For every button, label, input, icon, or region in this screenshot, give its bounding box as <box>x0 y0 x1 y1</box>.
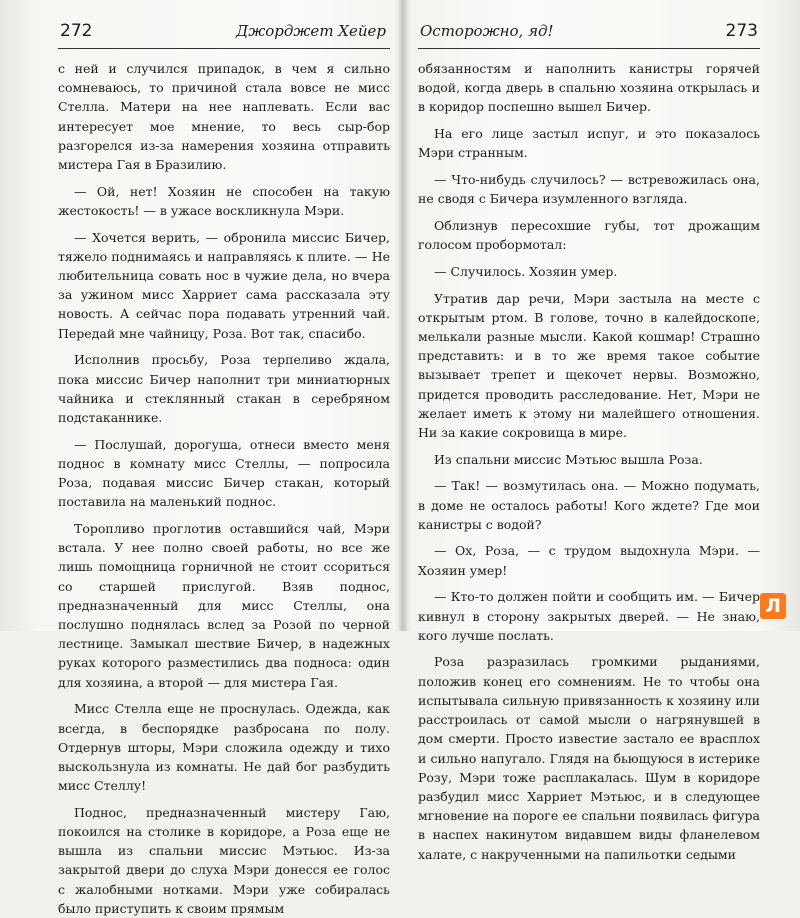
left-running-title: Джорджет Хейер <box>236 22 386 40</box>
paragraph: — Кто-то должен пойти и сообщить им. — Бичер кивнул в сторону закрытых дверей. — Не знаю, кого лучше послать. <box>418 589 760 643</box>
paragraph: — Послушай, дорогуша, отнеси вместо меня поднос в комнату мисс Стеллы, — попросила Роза, подавая миссис Бичер стакан, который поставила на маленький поднос. <box>58 436 390 510</box>
right-page-number: 273 <box>725 21 758 41</box>
left-page <box>58 0 390 916</box>
paragraph: Мисс Стелла еще не проснулась. Одежда, как всегда, в беспорядке разбросана по полу. Отдернув шторы, Мэри сложила одежду и тихо выскользнула из комнаты. Не дай бог разбудить мисс Стеллу! <box>58 701 390 794</box>
paragraph: — Что-нибудь случилось? — встревожилась она, не сводя с Бичера изумленного взгляда. <box>418 172 760 207</box>
paragraph: Роза разразилась громкими рыданиями, положив конец его сомнениям. Не то чтобы она испытывала сильную привязанность к хозяину или расстроилась от самой мысли о нагрянувшей в дом смерти. Просто известие застало ее врасплох и сильно напугало. Глядя на бьющуюся в истерике Розу, Мэри тоже расплакалась. Шум в коридоре разбудил мисс Харриет Мэтьюс, и в следующее мгновение на пороге ее спальни появилась фигура в наспех накинутом видавшем виды фланелевом халате, с накрученными на папильотки седыми <box>418 654 760 862</box>
paragraph: с ней и случился припадок, в чем я сильно сомневаюсь, то причиной стала вовсе не мисс Стелла. Матери на нее наплевать. Если вас интересует мое мнение, то весь сыр-бор разгорелся из-за намерения хозяина отправить мистера Гая в Бразилию. <box>58 61 390 173</box>
book-gutter <box>398 0 408 631</box>
paragraph: Утратив дар речи, Мэри застыла на месте с открытым ртом. В голове, точно в калейдоскопе, мелькали разные мысли. Какой кошмар! Страшно представить: и в то же время такое событие вызывает трепет и щекочет нервы. Возможно, придется проводить расследование. Нет, Мэри не желает иметь к этому ни малейшего отношения. Ни за какие сокровища в мире. <box>418 290 760 440</box>
left-page-header <box>58 14 390 49</box>
paragraph: — Так! — возмутилась она. — Можно подумать, в доме не осталось работы! Кого ждете? Где мои канистры с водой? <box>418 478 760 532</box>
paragraph: — Ой, нет! Хозяин не способен на такую жестокость! — в ужасе воскликнула Мэри. <box>58 183 390 218</box>
watermark-logo: Л <box>760 593 786 619</box>
left-page-body <box>58 59 390 918</box>
paragraph: Торопливо проглотив оставшийся чай, Мэри встала. У нее полно своей работы, но все же лишь помощница горничной не стоит ссориться со старшей прислугой. Взяв поднос, предназначенный для мисс Стеллы, она послушно поднялась вслед за Розой по черной лестнице. Замыкал шествие Бичер, в надежных руках которого разместились два подноса: один для хозяина, а второй — для мистера Гая. <box>58 520 390 690</box>
paragraph: Исполнив просьбу, Роза терпеливо ждала, пока миссис Бичер наполнит три миниатюрных чайника и стеклянный стакан в серебряном подстаканнике. <box>58 352 390 425</box>
paragraph: На его лице застыл испуг, и это показалось Мэри странным. <box>418 126 760 161</box>
paragraph: Из спальни миссис Мэтьюс вышла Роза. <box>434 451 703 467</box>
paragraph: Поднос, предназначенный мистеру Гаю, покоился на столике в коридоре, а Роза еще не вышла из спальни миссис Мэтьюс. Из-за закрытой двери до слуха Мэри донесся ее голос с жалобными нотками. Мэри уже собиралась было приступить к своим прямым <box>58 804 390 916</box>
left-page-number: 272 <box>60 21 93 41</box>
right-page-header <box>418 14 760 49</box>
paragraph: обязанностям и наполнить канистры горячей водой, когда дверь в спальню хозяина открылась и в коридор поспешно вышел Бичер. <box>418 61 760 115</box>
paragraph: Облизнув пересохшие губы, тот дрожащим голосом пробормотал: <box>418 217 760 253</box>
paragraph: — Ох, Роза, — с трудом выдохнула Мэри. — Хозяин умер! <box>418 543 760 578</box>
right-page <box>418 0 760 862</box>
paragraph: — Хочется верить, — обронила миссис Бичер, тяжело поднимаясь и направляясь к плите. — Не любительница совать нос в чужие дела, но вчера за ужином мисс Харриет сама рассказала эту новость. А сейчас пора подавать утренний чай. Передай мне чайницу, Роза. Вот так, спасибо. <box>58 229 390 341</box>
right-running-title: Осторожно, яд! <box>420 22 554 40</box>
right-page-body <box>418 59 760 864</box>
paragraph: — Случилось. Хозяин умер. <box>434 263 618 279</box>
